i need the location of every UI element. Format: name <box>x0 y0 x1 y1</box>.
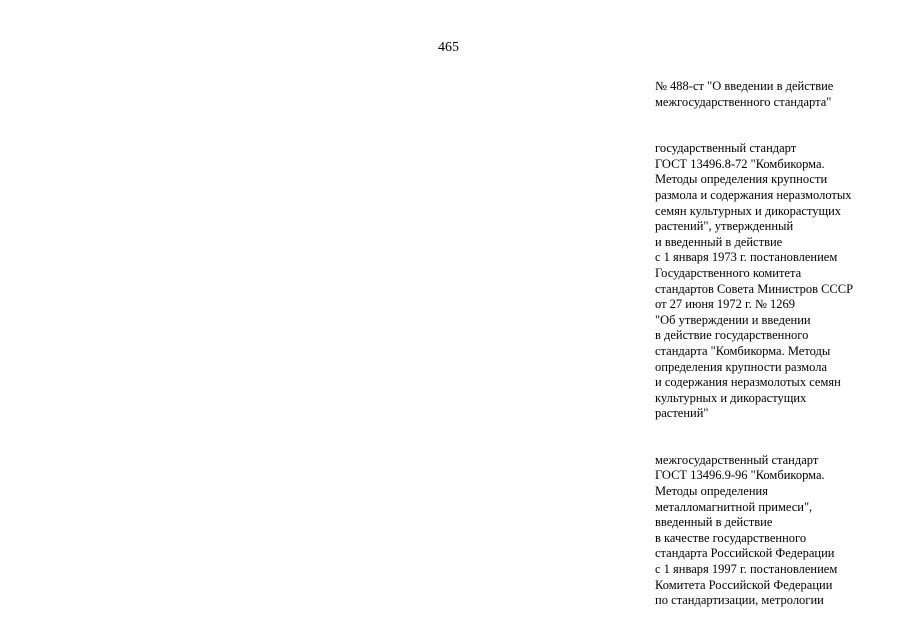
text-line: в действие государственного <box>655 328 809 343</box>
text-line: с 1 января 1973 г. постановлением <box>655 250 838 265</box>
text-line: культурных и дикорастущих <box>655 390 807 405</box>
text-line: растений", утвержденный <box>655 219 794 234</box>
text-line: стандарта Российской Федерации <box>655 546 835 561</box>
text-line: Методы определения <box>655 484 768 499</box>
paragraph-decree-title <box>655 79 900 110</box>
paragraph-gap <box>655 422 900 453</box>
text-line: в качестве государственного <box>655 530 807 545</box>
text-line: по стандартизации, метрологии <box>655 593 824 608</box>
text-line: ГОСТ 13496.9-96 "Комбикорма. <box>655 468 825 483</box>
paragraph-gost-13496-9-96 <box>655 453 900 609</box>
text-line: введенный в действие <box>655 515 773 530</box>
text-line: межгосударственный стандарт <box>655 452 819 467</box>
text-line: определения крупности размола <box>655 359 828 374</box>
text-line: стандартов Совета Министров СССР <box>655 281 854 296</box>
text-line: и содержания неразмолотых семян <box>655 375 841 390</box>
text-line: с 1 января 1997 г. постановлением <box>655 562 838 577</box>
text-line: "Об утверждении и введении <box>655 312 811 327</box>
text-line: стандарта "Комбикорма. Методы <box>655 343 831 358</box>
text-line: размола и содержания неразмолотых <box>655 187 852 202</box>
paragraph-gap <box>655 110 900 141</box>
text-line: растений" <box>655 406 709 421</box>
text-line: ГОСТ 13496.8-72 "Комбикорма. <box>655 156 825 171</box>
paragraph-gost-13496-8-72 <box>655 141 900 422</box>
text-line: и введенный в действие <box>655 234 783 249</box>
text-line: Государственного комитета <box>655 265 802 280</box>
page-number: 465 <box>438 40 459 55</box>
text-line: семян культурных и дикорастущих <box>655 203 842 218</box>
text-line: металломагнитной примеси", <box>655 499 813 514</box>
text-line: Методы определения крупности <box>655 172 828 187</box>
text-column <box>655 79 900 609</box>
text-line: государственный стандарт <box>655 141 797 156</box>
text-line: от 27 июня 1972 г. № 1269 <box>655 297 796 312</box>
text-line: межгосударственного стандарта" <box>655 94 832 109</box>
text-line: Комитета Российской Федерации <box>655 577 833 592</box>
text-line: № 488-ст "О введении в действие <box>655 79 834 93</box>
